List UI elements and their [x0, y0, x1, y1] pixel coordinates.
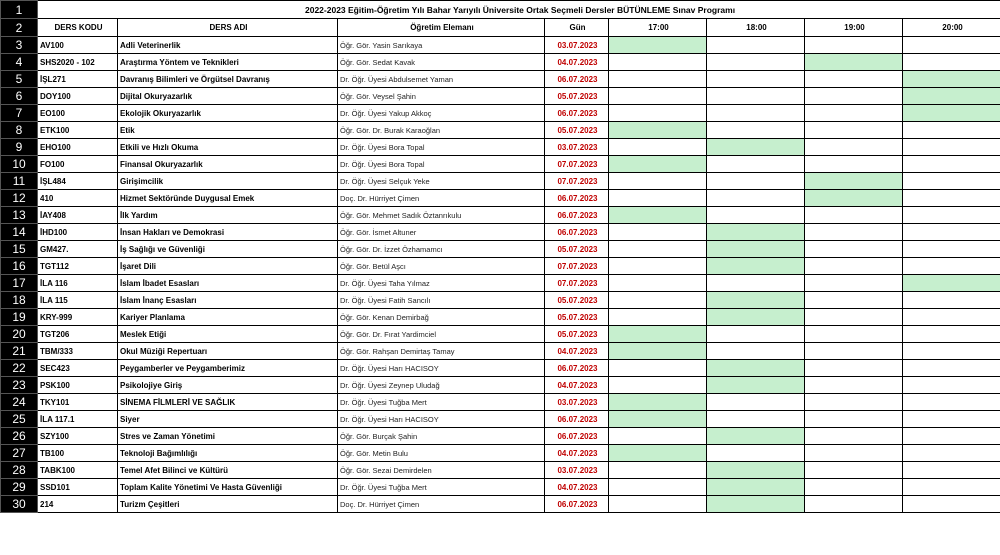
scheduled-slot-cell[interactable] [707, 479, 805, 496]
time-slot-cell[interactable] [609, 190, 707, 207]
lecturer-cell[interactable]: Dr. Öğr. Üyesi Harı HACISOY [338, 360, 545, 377]
course-code-cell[interactable]: PSK100 [38, 377, 118, 394]
scheduled-slot-cell[interactable] [707, 496, 805, 513]
scheduled-slot-cell[interactable] [707, 292, 805, 309]
exam-day-cell[interactable]: 05.07.2023 [545, 122, 609, 139]
time-slot-cell[interactable] [805, 156, 903, 173]
exam-day-cell[interactable]: 04.07.2023 [545, 54, 609, 71]
lecturer-cell[interactable]: Öğr. Gör. Mehmet Sadık Öztanrıkulu [338, 207, 545, 224]
time-slot-cell[interactable] [903, 139, 1000, 156]
time-slot-cell[interactable] [707, 105, 805, 122]
course-code-cell[interactable]: EHO100 [38, 139, 118, 156]
time-slot-cell[interactable] [707, 394, 805, 411]
scheduled-slot-cell[interactable] [903, 275, 1000, 292]
course-code-cell[interactable]: İLA 115 [38, 292, 118, 309]
course-name-cell[interactable]: İnsan Hakları ve Demokrasi [118, 224, 338, 241]
time-slot-cell[interactable] [805, 462, 903, 479]
course-code-cell[interactable]: İHD100 [38, 224, 118, 241]
lecturer-cell[interactable]: Öğr. Gör. İsmet Altuner [338, 224, 545, 241]
time-slot-cell[interactable] [707, 156, 805, 173]
course-name-cell[interactable]: Etik [118, 122, 338, 139]
row-number[interactable]: 1 [1, 1, 38, 19]
table-row [1, 428, 1000, 445]
time-slot-cell[interactable] [707, 275, 805, 292]
time-slot-cell[interactable] [609, 224, 707, 241]
course-name-cell[interactable]: Etkili ve Hızlı Okuma [118, 139, 338, 156]
time-slot-cell[interactable] [805, 88, 903, 105]
lecturer-cell[interactable]: Dr. Öğr. Üyesi Selçuk Yeke [338, 173, 545, 190]
lecturer-cell[interactable]: Öğr. Gör. Dr. Fırat Yardimciel [338, 326, 545, 343]
time-slot-cell[interactable] [903, 241, 1000, 258]
table-row [1, 207, 1000, 224]
time-slot-cell[interactable] [903, 360, 1000, 377]
course-code-cell[interactable]: SZY100 [38, 428, 118, 445]
time-slot-cell[interactable] [707, 343, 805, 360]
scheduled-slot-cell[interactable] [707, 428, 805, 445]
header-slot-1800[interactable]: 18:00 [707, 19, 805, 37]
time-slot-cell[interactable] [609, 309, 707, 326]
row-number[interactable]: 3 [1, 37, 38, 54]
time-slot-cell[interactable] [609, 479, 707, 496]
exam-day-cell[interactable]: 03.07.2023 [545, 139, 609, 156]
row-number[interactable]: 26 [1, 428, 38, 445]
exam-day-cell[interactable]: 04.07.2023 [545, 343, 609, 360]
scheduled-slot-cell[interactable] [707, 360, 805, 377]
time-slot-cell[interactable] [903, 394, 1000, 411]
row-number[interactable]: 16 [1, 258, 38, 275]
table-row [1, 479, 1000, 496]
course-name-cell[interactable]: Okul Müziği Repertuarı [118, 343, 338, 360]
lecturer-cell[interactable]: Öğr. Gör. Betül Aşcı [338, 258, 545, 275]
time-slot-cell[interactable] [903, 428, 1000, 445]
table-row [1, 139, 1000, 156]
row-number[interactable]: 28 [1, 462, 38, 479]
scheduled-slot-cell[interactable] [609, 37, 707, 54]
exam-day-cell[interactable]: 07.07.2023 [545, 275, 609, 292]
row-number[interactable]: 29 [1, 479, 38, 496]
time-slot-cell[interactable] [903, 326, 1000, 343]
course-name-cell[interactable]: Stres ve Zaman Yönetimi [118, 428, 338, 445]
header-slot-1900[interactable]: 19:00 [805, 19, 903, 37]
row-number[interactable]: 8 [1, 122, 38, 139]
row-number[interactable]: 21 [1, 343, 38, 360]
row-number[interactable]: 30 [1, 496, 38, 513]
course-code-cell[interactable]: EO100 [38, 105, 118, 122]
row-number[interactable]: 23 [1, 377, 38, 394]
exam-day-cell[interactable]: 05.07.2023 [545, 326, 609, 343]
scheduled-slot-cell[interactable] [903, 105, 1000, 122]
lecturer-cell[interactable]: Öğr. Gör. Rahşan Demirtaş Tamay [338, 343, 545, 360]
table-row [1, 37, 1000, 54]
table-row [1, 122, 1000, 139]
row-number[interactable]: 12 [1, 190, 38, 207]
time-slot-cell[interactable] [805, 496, 903, 513]
course-code-cell[interactable]: İŞL484 [38, 173, 118, 190]
scheduled-slot-cell[interactable] [609, 343, 707, 360]
header-day[interactable]: Gün [545, 19, 609, 37]
table-row [1, 292, 1000, 309]
course-code-cell[interactable]: AV100 [38, 37, 118, 54]
scheduled-slot-cell[interactable] [805, 173, 903, 190]
table-row [1, 173, 1000, 190]
sheet-title[interactable]: 2022-2023 Eğitim-Öğretim Yılı Bahar Yarıyılı Üniversite Ortak Seçmeli Dersler BÜTÜNLEME Sınav Programı [38, 1, 1000, 19]
time-slot-cell[interactable] [609, 428, 707, 445]
time-slot-cell[interactable] [609, 105, 707, 122]
scheduled-slot-cell[interactable] [707, 462, 805, 479]
course-code-cell[interactable]: TABK100 [38, 462, 118, 479]
exam-day-cell[interactable]: 04.07.2023 [545, 445, 609, 462]
course-name-cell[interactable]: Turizm Çeşitleri [118, 496, 338, 513]
lecturer-cell[interactable]: Öğr. Gör. Sezai Demirdelen [338, 462, 545, 479]
course-name-cell[interactable]: İşaret Dili [118, 258, 338, 275]
time-slot-cell[interactable] [609, 54, 707, 71]
header-row [1, 19, 1000, 37]
lecturer-cell[interactable]: Öğr. Gör. Kenan Demirbağ [338, 309, 545, 326]
exam-day-cell[interactable]: 06.07.2023 [545, 360, 609, 377]
table-row [1, 445, 1000, 462]
scheduled-slot-cell[interactable] [903, 88, 1000, 105]
table-row [1, 105, 1000, 122]
course-name-cell[interactable]: Teknoloji Bağımlılığı [118, 445, 338, 462]
time-slot-cell[interactable] [903, 173, 1000, 190]
exam-day-cell[interactable]: 07.07.2023 [545, 173, 609, 190]
time-slot-cell[interactable] [903, 122, 1000, 139]
row-number[interactable]: 17 [1, 275, 38, 292]
row-number[interactable]: 18 [1, 292, 38, 309]
row-number[interactable]: 9 [1, 139, 38, 156]
row-number[interactable]: 6 [1, 88, 38, 105]
time-slot-cell[interactable] [903, 479, 1000, 496]
row-number[interactable]: 19 [1, 309, 38, 326]
scheduled-slot-cell[interactable] [609, 394, 707, 411]
course-code-cell[interactable]: TB100 [38, 445, 118, 462]
row-number[interactable]: 7 [1, 105, 38, 122]
time-slot-cell[interactable] [609, 88, 707, 105]
time-slot-cell[interactable] [903, 496, 1000, 513]
scheduled-slot-cell[interactable] [707, 377, 805, 394]
time-slot-cell[interactable] [609, 258, 707, 275]
row-number[interactable]: 25 [1, 411, 38, 428]
course-code-cell[interactable]: 214 [38, 496, 118, 513]
course-code-cell[interactable]: DOY100 [38, 88, 118, 105]
lecturer-cell[interactable]: Öğr. Gör. Veysel Şahin [338, 88, 545, 105]
time-slot-cell[interactable] [707, 122, 805, 139]
table-row [1, 224, 1000, 241]
table-row [1, 360, 1000, 377]
course-code-cell[interactable]: 410 [38, 190, 118, 207]
lecturer-cell[interactable]: Dr. Öğr. Üyesi Abdulsemet Yaman [338, 71, 545, 88]
scheduled-slot-cell[interactable] [609, 411, 707, 428]
row-number[interactable]: 14 [1, 224, 38, 241]
time-slot-cell[interactable] [805, 224, 903, 241]
row-number[interactable]: 4 [1, 54, 38, 71]
time-slot-cell[interactable] [805, 479, 903, 496]
table-row [1, 241, 1000, 258]
exam-day-cell[interactable]: 06.07.2023 [545, 496, 609, 513]
exam-day-cell[interactable]: 03.07.2023 [545, 462, 609, 479]
time-slot-cell[interactable] [805, 326, 903, 343]
table-row [1, 462, 1000, 479]
scheduled-slot-cell[interactable] [609, 122, 707, 139]
time-slot-cell[interactable] [805, 139, 903, 156]
row-number[interactable]: 5 [1, 71, 38, 88]
time-slot-cell[interactable] [805, 37, 903, 54]
time-slot-cell[interactable] [707, 411, 805, 428]
course-code-cell[interactable]: SHS2020 - 102 [38, 54, 118, 71]
header-slot-2000[interactable]: 20:00 [903, 19, 1000, 37]
course-name-cell[interactable]: Kariyer Planlama [118, 309, 338, 326]
exam-day-cell[interactable]: 05.07.2023 [545, 292, 609, 309]
scheduled-slot-cell[interactable] [805, 190, 903, 207]
row-number[interactable]: 13 [1, 207, 38, 224]
table-row [1, 275, 1000, 292]
time-slot-cell[interactable] [707, 190, 805, 207]
title-row [1, 1, 1000, 19]
table-row [1, 326, 1000, 343]
exam-day-cell[interactable]: 05.07.2023 [545, 241, 609, 258]
course-name-cell[interactable]: Adli Veterinerlik [118, 37, 338, 54]
scheduled-slot-cell[interactable] [609, 326, 707, 343]
scheduled-slot-cell[interactable] [903, 71, 1000, 88]
lecturer-cell[interactable]: Dr. Öğr. Üyesi Yakup Akkoç [338, 105, 545, 122]
exam-day-cell[interactable]: 06.07.2023 [545, 411, 609, 428]
table-row [1, 54, 1000, 71]
time-slot-cell[interactable] [805, 258, 903, 275]
lecturer-cell[interactable]: Öğr. Gör. Dr. İzzet Özhamamcı [338, 241, 545, 258]
time-slot-cell[interactable] [707, 445, 805, 462]
time-slot-cell[interactable] [903, 462, 1000, 479]
time-slot-cell[interactable] [805, 292, 903, 309]
table-row [1, 343, 1000, 360]
scheduled-slot-cell[interactable] [707, 241, 805, 258]
time-slot-cell[interactable] [805, 207, 903, 224]
row-number[interactable]: 22 [1, 360, 38, 377]
exam-day-cell[interactable]: 04.07.2023 [545, 479, 609, 496]
time-slot-cell[interactable] [805, 445, 903, 462]
table-row [1, 156, 1000, 173]
course-name-cell[interactable]: Dijital Okuryazarlık [118, 88, 338, 105]
exam-day-cell[interactable]: 07.07.2023 [545, 258, 609, 275]
lecturer-cell[interactable]: Dr. Öğr. Üyesi Fatih Sancılı [338, 292, 545, 309]
row-number[interactable]: 10 [1, 156, 38, 173]
exam-day-cell[interactable]: 04.07.2023 [545, 377, 609, 394]
lecturer-cell[interactable]: Dr. Öğr. Üyesi Zeynep Uludağ [338, 377, 545, 394]
time-slot-cell[interactable] [609, 71, 707, 88]
time-slot-cell[interactable] [903, 258, 1000, 275]
course-name-cell[interactable]: İslam İnanç Esasları [118, 292, 338, 309]
time-slot-cell[interactable] [707, 207, 805, 224]
course-name-cell[interactable]: Davranış Bilimleri ve Örgütsel Davranış [118, 71, 338, 88]
lecturer-cell[interactable]: Doç. Dr. Hürriyet Çimen [338, 190, 545, 207]
course-code-cell[interactable]: İŞL271 [38, 71, 118, 88]
time-slot-cell[interactable] [805, 377, 903, 394]
course-name-cell[interactable]: Temel Afet Bilinci ve Kültürü [118, 462, 338, 479]
time-slot-cell[interactable] [707, 37, 805, 54]
time-slot-cell[interactable] [707, 326, 805, 343]
time-slot-cell[interactable] [609, 462, 707, 479]
header-code[interactable]: DERS KODU [38, 19, 118, 37]
table-row [1, 394, 1000, 411]
course-code-cell[interactable]: SSD101 [38, 479, 118, 496]
course-name-cell[interactable]: Peygamberler ve Peygamberimiz [118, 360, 338, 377]
time-slot-cell[interactable] [805, 241, 903, 258]
time-slot-cell[interactable] [707, 88, 805, 105]
time-slot-cell[interactable] [903, 37, 1000, 54]
lecturer-cell[interactable]: Doç. Dr. Hürriyet Çimen [338, 496, 545, 513]
row-number[interactable]: 11 [1, 173, 38, 190]
time-slot-cell[interactable] [609, 275, 707, 292]
course-name-cell[interactable]: Finansal Okuryazarlık [118, 156, 338, 173]
course-code-cell[interactable]: İAY408 [38, 207, 118, 224]
scheduled-slot-cell[interactable] [805, 54, 903, 71]
course-code-cell[interactable]: KRY-999 [38, 309, 118, 326]
exam-day-cell[interactable]: 06.07.2023 [545, 71, 609, 88]
time-slot-cell[interactable] [805, 105, 903, 122]
row-number[interactable]: 15 [1, 241, 38, 258]
time-slot-cell[interactable] [903, 445, 1000, 462]
time-slot-cell[interactable] [805, 309, 903, 326]
time-slot-cell[interactable] [903, 377, 1000, 394]
row-number[interactable]: 27 [1, 445, 38, 462]
exam-day-cell[interactable]: 05.07.2023 [545, 309, 609, 326]
row-number[interactable]: 2 [1, 19, 38, 37]
table-row [1, 258, 1000, 275]
course-code-cell[interactable]: İLA 116 [38, 275, 118, 292]
time-slot-cell[interactable] [707, 54, 805, 71]
time-slot-cell[interactable] [805, 343, 903, 360]
table-row [1, 88, 1000, 105]
scheduled-slot-cell[interactable] [609, 207, 707, 224]
exam-day-cell[interactable]: 06.07.2023 [545, 224, 609, 241]
scheduled-slot-cell[interactable] [707, 309, 805, 326]
lecturer-cell[interactable]: Dr. Öğr. Üyesi Tuğba Mert [338, 479, 545, 496]
exam-day-cell[interactable]: 06.07.2023 [545, 105, 609, 122]
course-code-cell[interactable]: TKY101 [38, 394, 118, 411]
course-code-cell[interactable]: TBM/333 [38, 343, 118, 360]
time-slot-cell[interactable] [707, 71, 805, 88]
header-name[interactable]: DERS ADI [118, 19, 338, 37]
course-name-cell[interactable]: Ekolojik Okuryazarlık [118, 105, 338, 122]
time-slot-cell[interactable] [609, 496, 707, 513]
course-code-cell[interactable]: TGT112 [38, 258, 118, 275]
time-slot-cell[interactable] [903, 207, 1000, 224]
lecturer-cell[interactable]: Öğr. Gör. Dr. Burak Karaoğlan [338, 122, 545, 139]
lecturer-cell[interactable]: Dr. Öğr. Üyesi Bora Topal [338, 156, 545, 173]
scheduled-slot-cell[interactable] [707, 224, 805, 241]
course-code-cell[interactable]: SEC423 [38, 360, 118, 377]
scheduled-slot-cell[interactable] [609, 445, 707, 462]
time-slot-cell[interactable] [609, 241, 707, 258]
course-code-cell[interactable]: FO100 [38, 156, 118, 173]
time-slot-cell[interactable] [805, 71, 903, 88]
header-slot-1700[interactable]: 17:00 [609, 19, 707, 37]
time-slot-cell[interactable] [903, 411, 1000, 428]
exam-day-cell[interactable]: 03.07.2023 [545, 37, 609, 54]
time-slot-cell[interactable] [903, 190, 1000, 207]
course-name-cell[interactable]: Araştırma Yöntem ve Teknikleri [118, 54, 338, 71]
course-name-cell[interactable]: Psikolojiye Giriş [118, 377, 338, 394]
table-row [1, 71, 1000, 88]
course-name-cell[interactable]: İslam İbadet Esasları [118, 275, 338, 292]
lecturer-cell[interactable]: Öğr. Gör. Metin Bulu [338, 445, 545, 462]
course-name-cell[interactable]: Toplam Kalite Yönetimi Ve Hasta Güvenliği [118, 479, 338, 496]
exam-day-cell[interactable]: 07.07.2023 [545, 156, 609, 173]
exam-day-cell[interactable]: 05.07.2023 [545, 88, 609, 105]
lecturer-cell[interactable]: Dr. Öğr. Üyesi Harı HACISOY [338, 411, 545, 428]
table-row [1, 496, 1000, 513]
time-slot-cell[interactable] [805, 360, 903, 377]
time-slot-cell[interactable] [609, 360, 707, 377]
table-row [1, 309, 1000, 326]
lecturer-cell[interactable]: Öğr. Gör. Sedat Kavak [338, 54, 545, 71]
course-name-cell[interactable]: İş Sağlığı ve Güvenliği [118, 241, 338, 258]
time-slot-cell[interactable] [609, 173, 707, 190]
time-slot-cell[interactable] [805, 275, 903, 292]
time-slot-cell[interactable] [903, 54, 1000, 71]
course-code-cell[interactable]: ETK100 [38, 122, 118, 139]
table-row [1, 377, 1000, 394]
course-code-cell[interactable]: TGT206 [38, 326, 118, 343]
time-slot-cell[interactable] [805, 428, 903, 445]
time-slot-cell[interactable] [903, 292, 1000, 309]
exam-day-cell[interactable]: 06.07.2023 [545, 428, 609, 445]
header-lecturer[interactable]: Öğretim Elemanı [338, 19, 545, 37]
lecturer-cell[interactable]: Dr. Öğr. Üyesi Tuğba Mert [338, 394, 545, 411]
course-name-cell[interactable]: SİNEMA FİLMLERİ VE SAĞLIK [118, 394, 338, 411]
scheduled-slot-cell[interactable] [609, 156, 707, 173]
scheduled-slot-cell[interactable] [707, 258, 805, 275]
lecturer-cell[interactable]: Öğr. Gör. Burçak Şahin [338, 428, 545, 445]
time-slot-cell[interactable] [609, 139, 707, 156]
course-name-cell[interactable]: Hizmet Sektöründe Duygusal Emek [118, 190, 338, 207]
table-row [1, 411, 1000, 428]
course-code-cell[interactable]: GM427. [38, 241, 118, 258]
row-number[interactable]: 24 [1, 394, 38, 411]
time-slot-cell[interactable] [707, 173, 805, 190]
lecturer-cell[interactable]: Dr. Öğr. Üyesi Bora Topal [338, 139, 545, 156]
row-number[interactable]: 20 [1, 326, 38, 343]
course-code-cell[interactable]: İLA 117.1 [38, 411, 118, 428]
time-slot-cell[interactable] [903, 343, 1000, 360]
course-name-cell[interactable]: İlk Yardım [118, 207, 338, 224]
lecturer-cell[interactable]: Öğr. Gör. Yasin Sarıkaya [338, 37, 545, 54]
exam-day-cell[interactable]: 03.07.2023 [545, 394, 609, 411]
time-slot-cell[interactable] [609, 292, 707, 309]
time-slot-cell[interactable] [805, 394, 903, 411]
time-slot-cell[interactable] [609, 377, 707, 394]
course-name-cell[interactable]: Siyer [118, 411, 338, 428]
course-name-cell[interactable]: Girişimcilik [118, 173, 338, 190]
table-row [1, 190, 1000, 207]
exam-day-cell[interactable]: 06.07.2023 [545, 190, 609, 207]
lecturer-cell[interactable]: Dr. Öğr. Üyesi Taha Yılmaz [338, 275, 545, 292]
time-slot-cell[interactable] [903, 156, 1000, 173]
time-slot-cell[interactable] [903, 224, 1000, 241]
exam-day-cell[interactable]: 06.07.2023 [545, 207, 609, 224]
time-slot-cell[interactable] [903, 309, 1000, 326]
course-name-cell[interactable]: Meslek Etiği [118, 326, 338, 343]
time-slot-cell[interactable] [805, 411, 903, 428]
scheduled-slot-cell[interactable] [707, 139, 805, 156]
time-slot-cell[interactable] [805, 122, 903, 139]
